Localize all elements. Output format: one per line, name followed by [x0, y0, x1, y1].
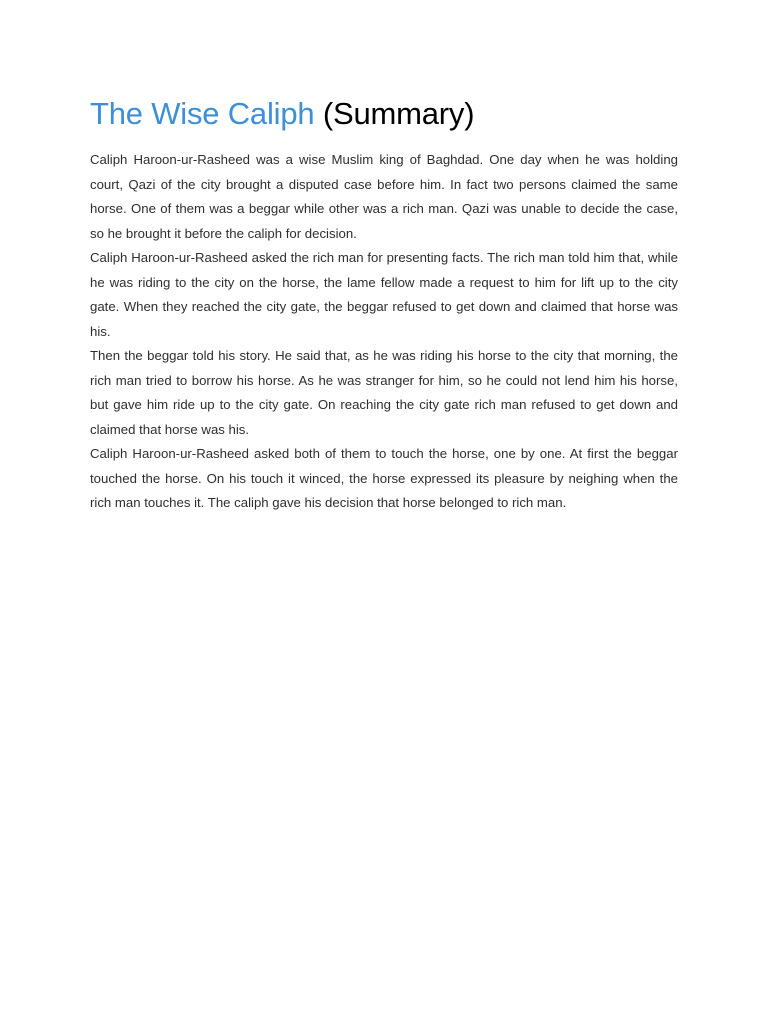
paragraph-2: Caliph Haroon-ur-Rasheed asked the rich man for presenting facts. The rich man told him that, while he was riding to the city on the horse, the lame fellow made a request to him for lift up to the city gate. When they reached the city gate, the beggar refused to get down and claimed that horse was his.	[90, 250, 678, 339]
paragraph-4: Caliph Haroon-ur-Rasheed asked both of them to touch the horse, one by one. At first the beggar touched the horse. On his touch it winced, the horse expressed its pleasure by neighing when the rich man touches it. The caliph gave his decision that horse belonged to rich man.	[90, 446, 678, 510]
document-body	[90, 148, 678, 516]
document-page	[90, 92, 678, 516]
paragraph-1: Caliph Haroon-ur-Rasheed was a wise Muslim king of Baghdad. One day when he was holding court, Qazi of the city brought a disputed case before him. In fact two persons claimed the same horse. One of them was a beggar while other was a rich man. Qazi was unable to decide the case, so he brought it before the caliph for decision.	[90, 152, 678, 241]
title-suffix: (Summary)	[322, 96, 475, 131]
page-title	[90, 92, 678, 136]
title-main: The Wise Caliph	[90, 96, 315, 131]
paragraph-3: Then the beggar told his story. He said that, as he was riding his horse to the city that morning, the rich man tried to borrow his horse. As he was stranger for him, so he could not lend him his horse, but gave him ride up to the city gate. On reaching the city gate rich man refused to get down and claimed that horse was his.	[90, 348, 678, 437]
